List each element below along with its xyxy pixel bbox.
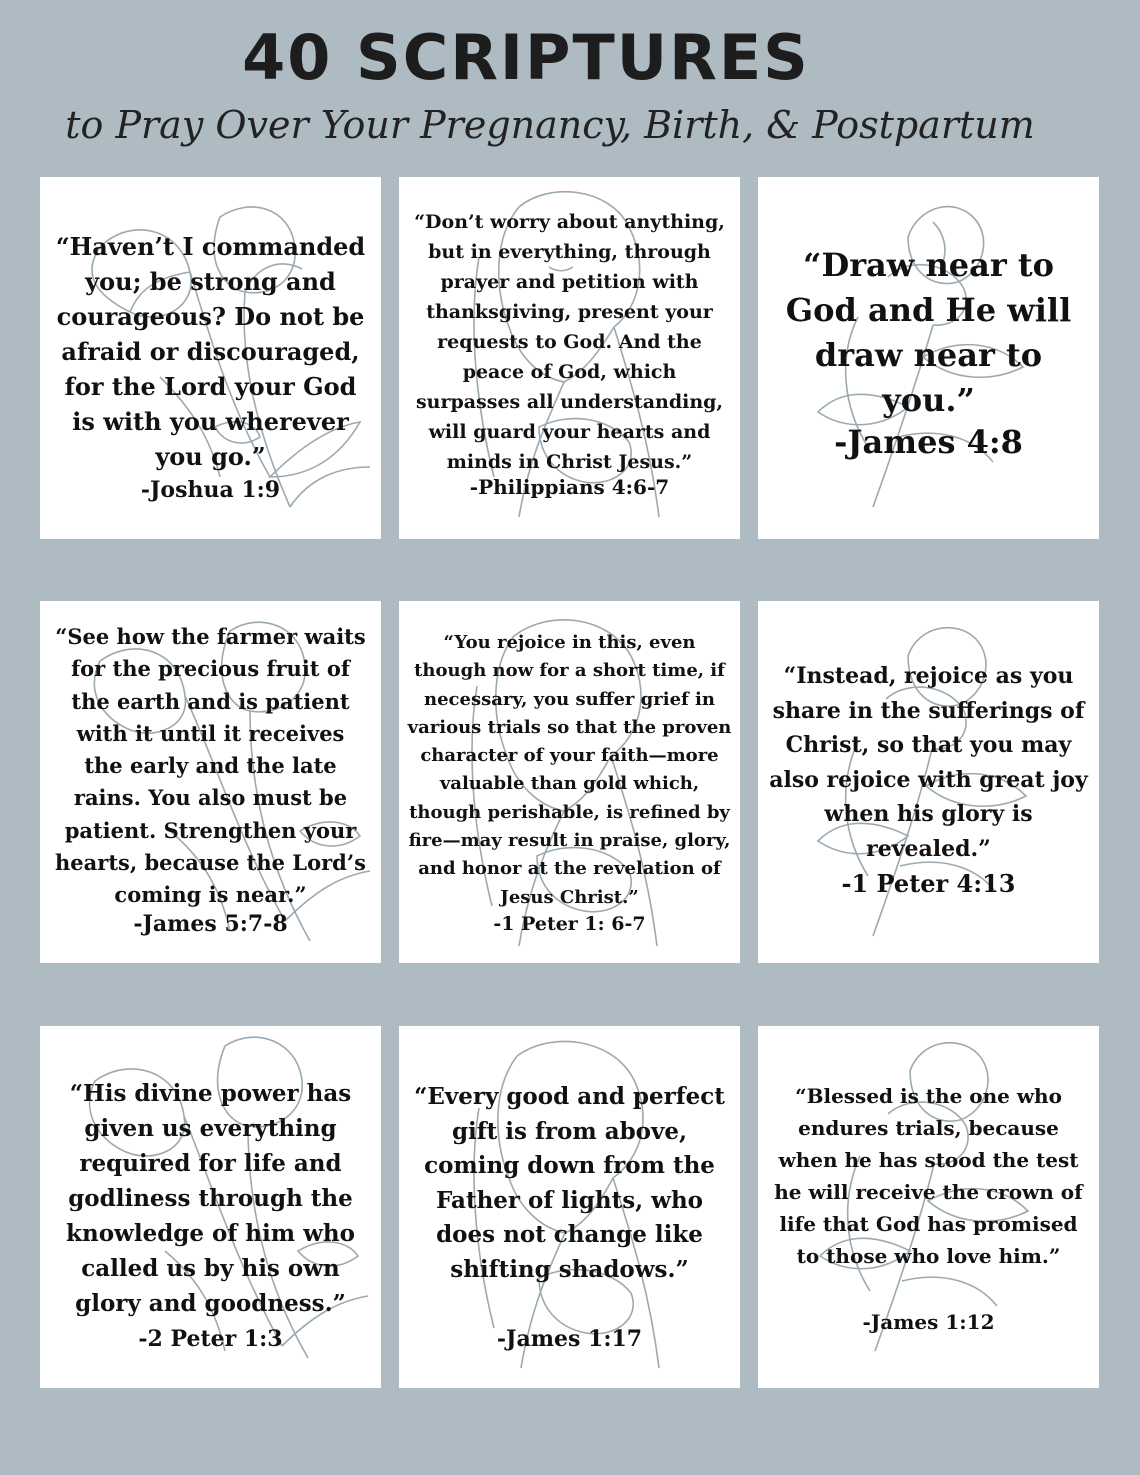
scripture-reference: -2 Peter 1:3 (138, 1326, 283, 1352)
scripture-verse: “Don’t worry about anything, but in everything, through prayer and petition with thanksgiving, present your requests to God. And the peace of God, which surpasses all understanding, will guard your hearts and minds in Christ Jesus.” (414, 211, 725, 473)
scripture-verse: “See how the farmer waits for the precious fruit of the earth and is patient with it until it receives the early and the late rains. You also must be patient. Strengthen your hearts, because the Lord’s coming is near.” (55, 624, 366, 908)
page-title: 40 SCRIPTURES (242, 21, 810, 94)
scripture-card-james-5-7-8 (40, 601, 381, 963)
scripture-verse: “You rejoice in this, even though now for a short time, if necessary, you suffer grief in various trials so that the proven character of your faith—more valuable than gold which, though perishable, is refined by fire—may result in praise, glory, and honor at the revelation of Jesus Christ.” (407, 632, 732, 908)
scripture-verse: “Every good and perfect gift is from above, coming down from the Father of lights, who does not change like shifting shadows.” (414, 1083, 725, 1283)
scripture-card-1-peter-4-13 (758, 601, 1099, 963)
scripture-reference: -1 Peter 4:13 (841, 869, 1016, 898)
scripture-verse: “Instead, rejoice as you share in the sufferings of Christ, so that you may also rejoice with great joy when his glory is revealed.” (769, 663, 1088, 862)
scripture-reference: -James 1:17 (496, 1326, 643, 1352)
scripture-reference: -1 Peter 1: 6-7 (493, 913, 646, 935)
scripture-card-james-1-12 (758, 1026, 1099, 1388)
scripture-reference: -Philippians 4:6-7 (469, 475, 670, 499)
scripture-reference: -James 1:12 (862, 1310, 995, 1334)
scripture-card-2-peter-1-3 (40, 1026, 381, 1388)
scripture-reference: -James 4:8 (834, 423, 1023, 461)
scripture-reference: -Joshua 1:9 (140, 477, 281, 503)
scripture-verse: “His divine power has given us everything required for life and godliness through the knowledge of him who called us by his own glory and goodness.” (66, 1080, 355, 1317)
scripture-verse: “Haven’t I commanded you; be strong and courageous? Do not be afraid or discouraged, for the Lord your God is with you wherever you go.” (55, 232, 366, 471)
page-subtitle: to Pray Over Your Pregnancy, Birth, & Postpartum (65, 103, 1035, 147)
scripture-card-philippians-4-6-7 (399, 177, 740, 539)
scripture-reference: -James 5:7-8 (133, 911, 288, 937)
scripture-card-james-1-17 (399, 1026, 740, 1388)
scripture-verse: “Blessed is the one who endures trials, because when he has stood the test he will receive the crown of life that God has promised to those who love him.” (774, 1084, 1083, 1268)
scripture-card-1-peter-1-6-7 (399, 601, 740, 963)
scripture-verse: “Draw near to God and He will draw near to you.” (785, 246, 1072, 419)
scripture-card-james-4-8 (758, 177, 1099, 539)
scripture-card-joshua-1-9 (40, 177, 381, 539)
